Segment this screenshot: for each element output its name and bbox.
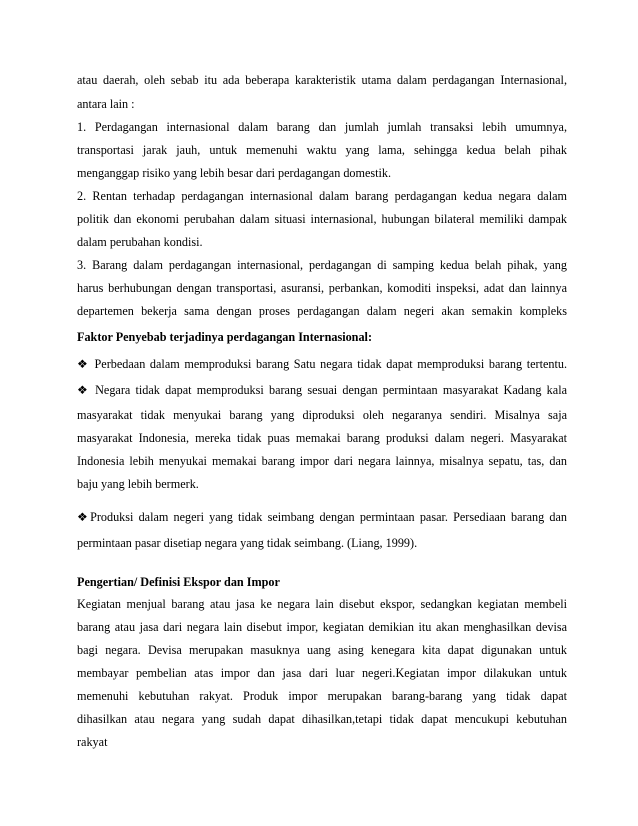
bullet-line: baju yang lebih bermerk. (77, 477, 199, 491)
bullet-line: masyarakat tidak menyukai barang yang diproduksi oleh negaranya sendiri. Misalnya saja (77, 408, 567, 422)
paragraph-line: Kegiatan menjual barang atau jasa ke negara lain disebut ekspor, sedangkan kegiatan membeli (77, 597, 567, 611)
diamond-bullet-icon: ❖ (77, 357, 90, 371)
intro-line: departemen bekerja sama dengan proses perdagangan dalam negeri akan semakin kompleks (77, 304, 567, 318)
bullet-line: Indonesia lebih menyukai memakai barang impor dari negara lainnya, misalnya sepatu, tas, dan (77, 454, 567, 468)
paragraph-line: bagi negara. Devisa merupakan masuknya uang asing kenegara kita dapat digunakan untuk (77, 643, 567, 657)
bullet-item (77, 383, 567, 398)
intro-line: 1. Perdagangan internasional dalam barang dan jumlah jumlah transaksi lebih umumnya, (77, 120, 567, 134)
paragraph-line: dihasilkan atau negara yang sudah dapat dihasilkan,tetapi tidak dapat mencukupi kebutuhan (77, 712, 567, 726)
intro-line: 3. Barang dalam perdagangan internasional, perdagangan di samping kedua belah pihak, yang (77, 258, 567, 272)
diamond-bullet-icon: ❖ (77, 510, 91, 524)
bullet-text: Perbedaan dalam memproduksi barang Satu negara tidak dapat memproduksi barang tertentu. (94, 357, 567, 371)
intro-line: 2. Rentan terhadap perdagangan internasional dalam barang perdagangan kedua negara dalam (77, 189, 567, 203)
intro-line: politik dan ekonomi perubahan dalam situasi internasional, hubungan bilateral memiliki dampak (77, 212, 567, 226)
intro-line: antara lain : (77, 97, 135, 111)
paragraph-line: membayar pembelian atas impor dan jasa dari luar negeri.Kegiatan impor dilakukan untuk (77, 666, 567, 680)
bullet-item (77, 357, 567, 372)
bullet-line: permintaan pasar disetiap negara yang tidak seimbang. (Liang, 1999). (77, 536, 418, 550)
intro-line: harus berhubungan dengan transportasi, asuransi, perbankan, komoditi inspeksi, adat dan lainnya (77, 281, 567, 295)
intro-line: transportasi jarak jauh, untuk memenuhi waktu yang lama, sehingga kedua belah pihak (77, 143, 567, 157)
bullet-text: Produksi dalam negeri yang tidak seimbang dengan permintaan pasar. Persediaan barang dan (90, 510, 567, 524)
paragraph-line: rakyat (77, 735, 108, 749)
section-heading-pengertian: Pengertian/ Definisi Ekspor dan Impor (77, 575, 280, 589)
bullet-text: Negara tidak dapat memproduksi barang sesuai dengan permintaan masyarakat Kadang kala (95, 383, 567, 397)
paragraph-line: barang atau jasa dari negara lain disebut impor, kegiatan demikian itu akan menghasilkan devisa (77, 620, 567, 634)
diamond-bullet-icon: ❖ (77, 383, 91, 397)
paragraph-line: memenuhi kebutuhan rakyat. Produk impor merupakan barang-barang yang tidak dapat (77, 689, 567, 703)
intro-line: menganggap risiko yang lebih besar dari perdagangan domestik. (77, 166, 392, 180)
bullet-item (77, 510, 567, 525)
section-heading-faktor: Faktor Penyebab terjadinya perdagangan Internasional: (77, 330, 372, 344)
intro-line: dalam perubahan kondisi. (77, 235, 203, 249)
intro-line: atau daerah, oleh sebab itu ada beberapa karakteristik utama dalam perdagangan Internasional, (77, 73, 567, 87)
bullet-line: masyarakat Indonesia, mereka tidak puas memakai barang produksi dalam negeri. Masyarakat (77, 431, 567, 445)
